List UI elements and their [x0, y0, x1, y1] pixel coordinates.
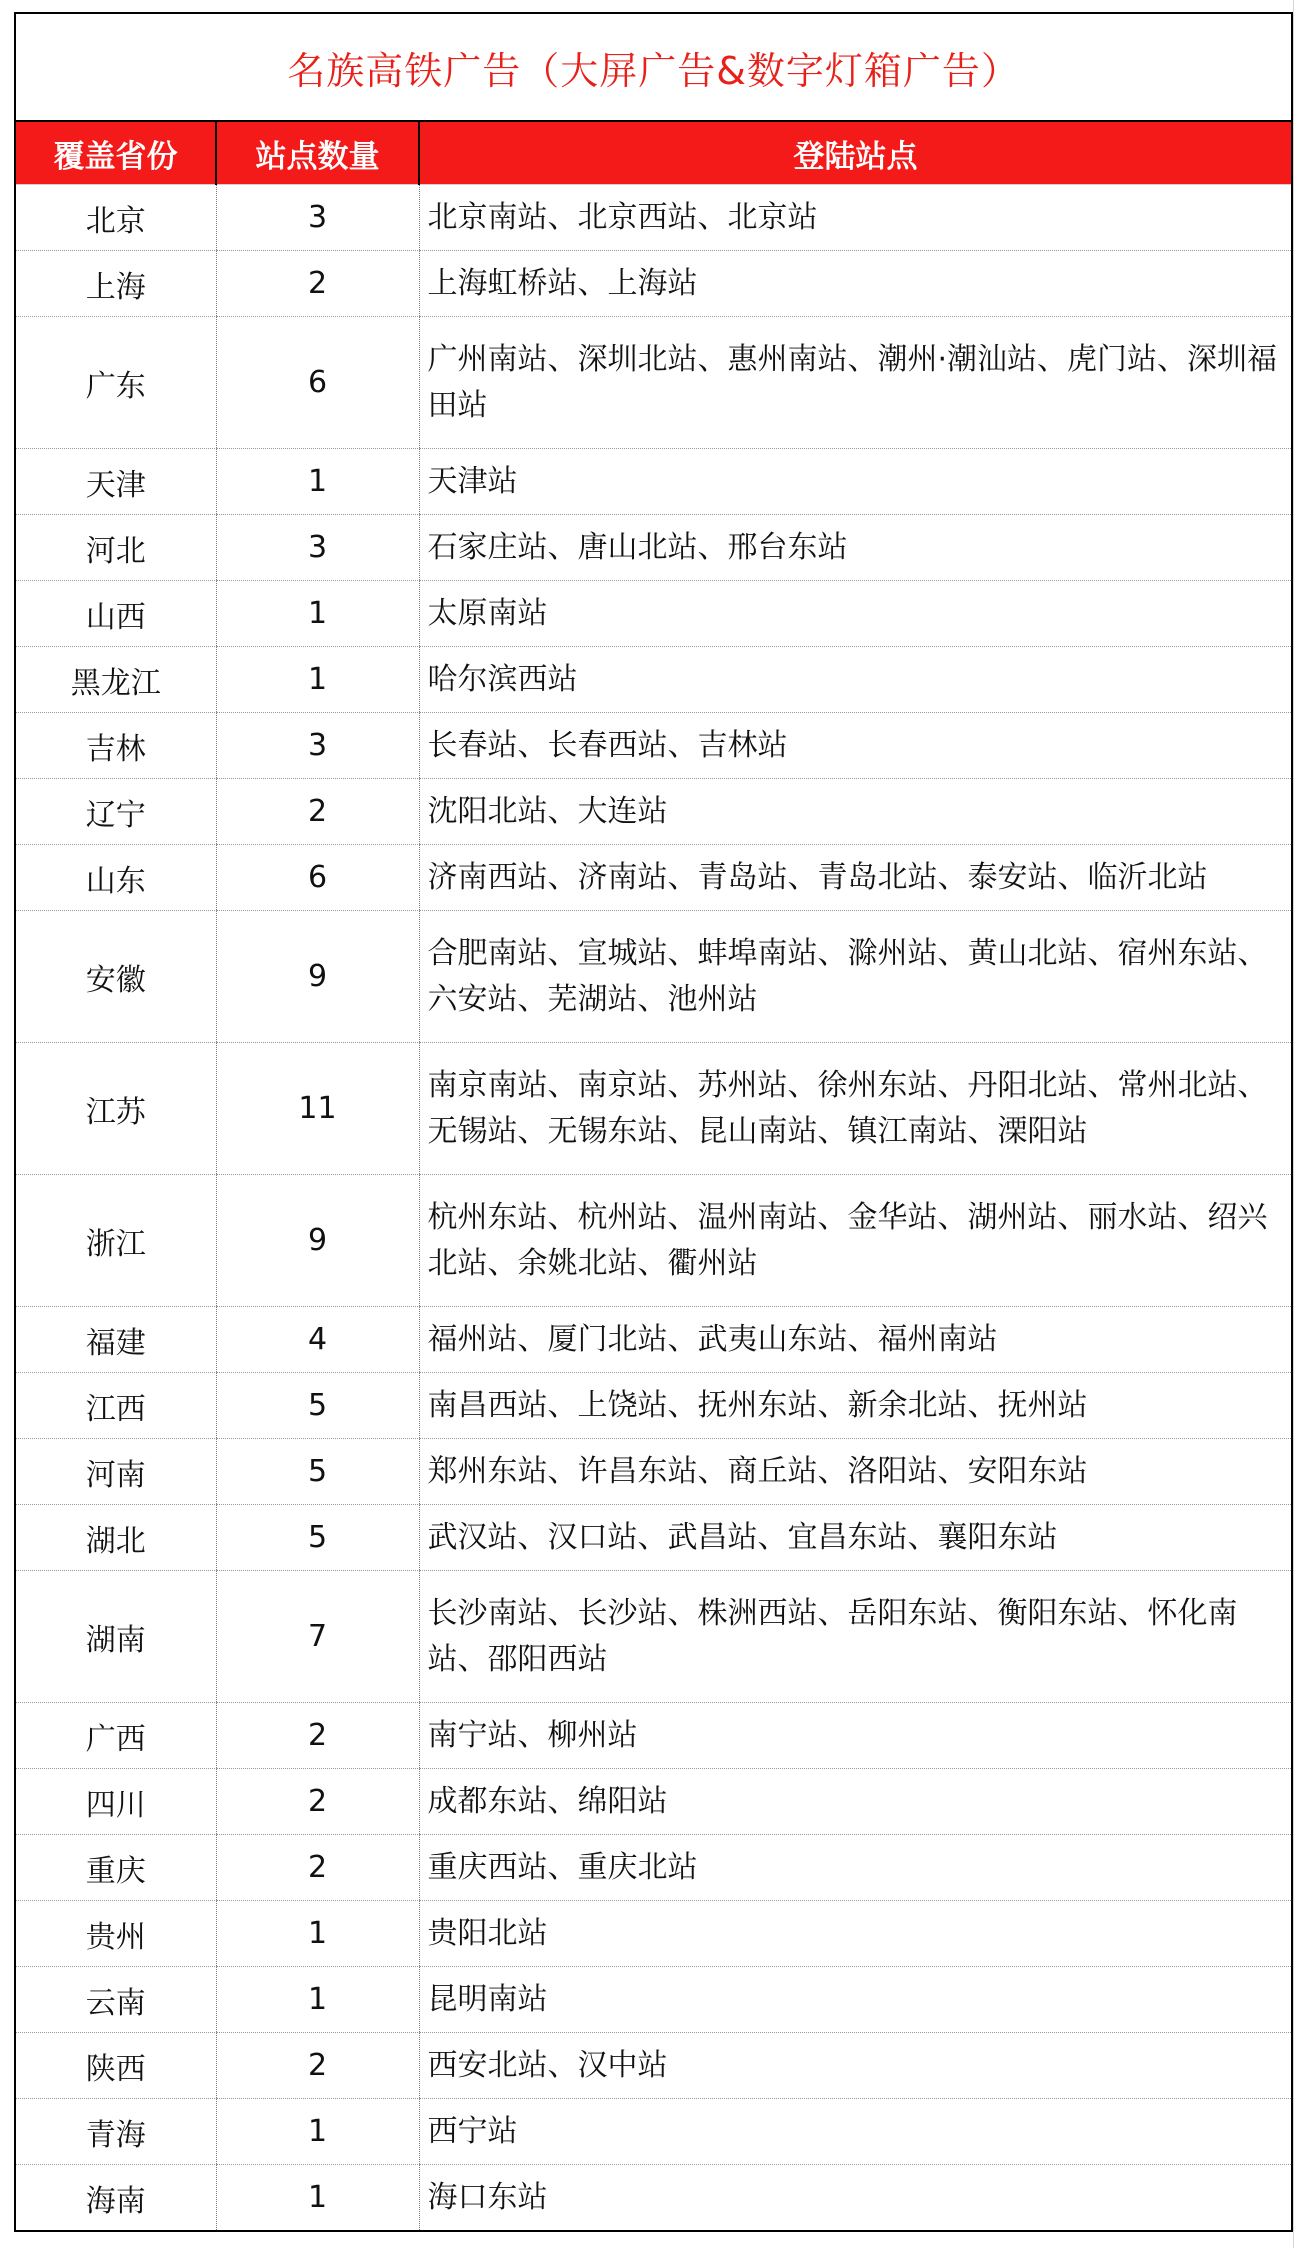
stations-cell: 广州南站、深圳北站、惠州南站、潮州·潮汕站、虎门站、深圳福田站	[419, 317, 1292, 449]
header-row	[15, 121, 1292, 185]
count-cell: 2	[216, 779, 419, 845]
count-cell: 1	[216, 2099, 419, 2165]
province-cell: 河北	[15, 515, 216, 581]
table-body	[15, 185, 1292, 2232]
count-cell: 2	[216, 1703, 419, 1769]
province-cell: 广西	[15, 1703, 216, 1769]
count-cell: 2	[216, 251, 419, 317]
count-cell: 9	[216, 1175, 419, 1307]
table-row	[15, 1505, 1292, 1571]
spreadsheet	[14, 12, 1291, 2232]
stations-cell: 西安北站、汉中站	[419, 2033, 1292, 2099]
count-cell: 1	[216, 2165, 419, 2232]
table-row	[15, 2099, 1292, 2165]
province-cell: 福建	[15, 1307, 216, 1373]
table-row	[15, 1373, 1292, 1439]
table-row	[15, 2033, 1292, 2099]
province-cell: 天津	[15, 449, 216, 515]
province-cell: 江西	[15, 1373, 216, 1439]
count-cell: 1	[216, 647, 419, 713]
stations-cell: 昆明南站	[419, 1967, 1292, 2033]
stations-cell: 天津站	[419, 449, 1292, 515]
stations-cell: 石家庄站、唐山北站、邢台东站	[419, 515, 1292, 581]
count-cell: 3	[216, 185, 419, 251]
count-cell: 3	[216, 713, 419, 779]
table-row	[15, 1439, 1292, 1505]
table-row	[15, 2165, 1292, 2232]
table-row	[15, 581, 1292, 647]
table-row	[15, 317, 1292, 449]
stations-cell: 哈尔滨西站	[419, 647, 1292, 713]
table-row	[15, 1835, 1292, 1901]
table-row	[15, 1571, 1292, 1703]
count-cell: 4	[216, 1307, 419, 1373]
province-cell: 贵州	[15, 1901, 216, 1967]
province-cell: 青海	[15, 2099, 216, 2165]
province-cell: 湖北	[15, 1505, 216, 1571]
table-row	[15, 1703, 1292, 1769]
count-cell: 6	[216, 845, 419, 911]
table-row	[15, 515, 1292, 581]
province-cell: 黑龙江	[15, 647, 216, 713]
province-cell: 安徽	[15, 911, 216, 1043]
count-cell: 5	[216, 1373, 419, 1439]
stations-cell: 武汉站、汉口站、武昌站、宜昌东站、襄阳东站	[419, 1505, 1292, 1571]
province-cell: 广东	[15, 317, 216, 449]
table-row	[15, 185, 1292, 251]
table-row	[15, 251, 1292, 317]
count-cell: 5	[216, 1505, 419, 1571]
table-row	[15, 647, 1292, 713]
stations-cell: 南昌西站、上饶站、抚州东站、新余北站、抚州站	[419, 1373, 1292, 1439]
province-cell: 河南	[15, 1439, 216, 1505]
province-cell: 上海	[15, 251, 216, 317]
header-province: 覆盖省份	[15, 121, 216, 185]
province-cell: 重庆	[15, 1835, 216, 1901]
province-cell: 四川	[15, 1769, 216, 1835]
stations-cell: 海口东站	[419, 2165, 1292, 2232]
table-row	[15, 1043, 1292, 1175]
stations-cell: 杭州东站、杭州站、温州南站、金华站、湖州站、丽水站、绍兴北站、余姚北站、衢州站	[419, 1175, 1292, 1307]
table-row	[15, 911, 1292, 1043]
province-cell: 陕西	[15, 2033, 216, 2099]
stations-cell: 太原南站	[419, 581, 1292, 647]
station-table	[14, 12, 1293, 2232]
count-cell: 5	[216, 1439, 419, 1505]
count-cell: 9	[216, 911, 419, 1043]
table-title: 名族高铁广告（大屏广告&数字灯箱广告）	[15, 13, 1292, 121]
stations-cell: 长春站、长春西站、吉林站	[419, 713, 1292, 779]
count-cell: 3	[216, 515, 419, 581]
stations-cell: 北京南站、北京西站、北京站	[419, 185, 1292, 251]
province-cell: 山东	[15, 845, 216, 911]
header-count: 站点数量	[216, 121, 419, 185]
province-cell: 辽宁	[15, 779, 216, 845]
table-row	[15, 1901, 1292, 1967]
stations-cell: 沈阳北站、大连站	[419, 779, 1292, 845]
table-row	[15, 845, 1292, 911]
stations-cell: 上海虹桥站、上海站	[419, 251, 1292, 317]
count-cell: 2	[216, 2033, 419, 2099]
stations-cell: 南京南站、南京站、苏州站、徐州东站、丹阳北站、常州北站、无锡站、无锡东站、昆山南站、镇江南站、溧阳站	[419, 1043, 1292, 1175]
count-cell: 6	[216, 317, 419, 449]
stations-cell: 郑州东站、许昌东站、商丘站、洛阳站、安阳东站	[419, 1439, 1292, 1505]
count-cell: 1	[216, 1901, 419, 1967]
province-cell: 云南	[15, 1967, 216, 2033]
table-row	[15, 713, 1292, 779]
stations-cell: 贵阳北站	[419, 1901, 1292, 1967]
province-cell: 江苏	[15, 1043, 216, 1175]
count-cell: 2	[216, 1835, 419, 1901]
stations-cell: 成都东站、绵阳站	[419, 1769, 1292, 1835]
table-row	[15, 1175, 1292, 1307]
stations-cell: 南宁站、柳州站	[419, 1703, 1292, 1769]
stations-cell: 西宁站	[419, 2099, 1292, 2165]
province-cell: 山西	[15, 581, 216, 647]
stations-cell: 重庆西站、重庆北站	[419, 1835, 1292, 1901]
stations-cell: 合肥南站、宣城站、蚌埠南站、滁州站、黄山北站、宿州东站、六安站、芜湖站、池州站	[419, 911, 1292, 1043]
count-cell: 2	[216, 1769, 419, 1835]
count-cell: 1	[216, 449, 419, 515]
province-cell: 吉林	[15, 713, 216, 779]
header-stations: 登陆站点	[419, 121, 1292, 185]
stations-cell: 长沙南站、长沙站、株洲西站、岳阳东站、衡阳东站、怀化南站、邵阳西站	[419, 1571, 1292, 1703]
count-cell: 7	[216, 1571, 419, 1703]
table-row	[15, 779, 1292, 845]
sheet-gridline	[1293, 0, 1294, 2248]
table-row	[15, 1307, 1292, 1373]
table-row	[15, 1769, 1292, 1835]
count-cell: 1	[216, 581, 419, 647]
table-row	[15, 449, 1292, 515]
stations-cell: 济南西站、济南站、青岛站、青岛北站、泰安站、临沂北站	[419, 845, 1292, 911]
province-cell: 浙江	[15, 1175, 216, 1307]
count-cell: 11	[216, 1043, 419, 1175]
table-row	[15, 1967, 1292, 2033]
province-cell: 海南	[15, 2165, 216, 2232]
stations-cell: 福州站、厦门北站、武夷山东站、福州南站	[419, 1307, 1292, 1373]
count-cell: 1	[216, 1967, 419, 2033]
province-cell: 湖南	[15, 1571, 216, 1703]
province-cell: 北京	[15, 185, 216, 251]
